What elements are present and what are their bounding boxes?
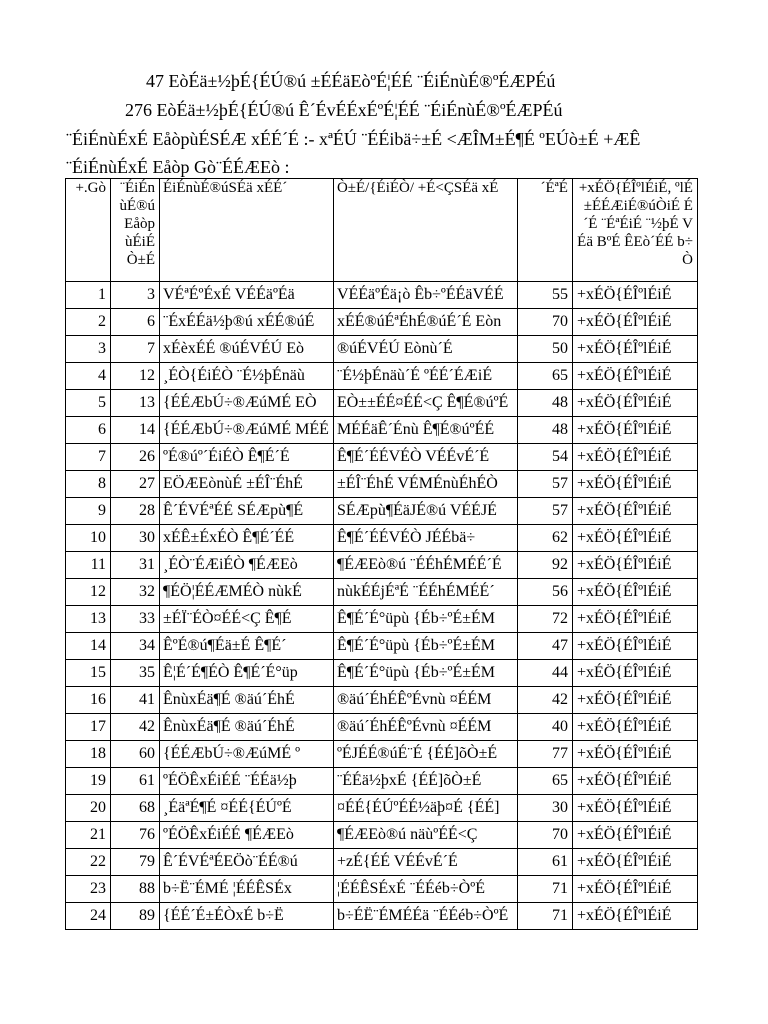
cell-serial: 11 (66, 552, 111, 579)
cell-serial: 23 (66, 876, 111, 903)
cell-status: +xÉÖ{ÉÎºlÉiÉ (572, 363, 697, 390)
cell-serial: 6 (66, 417, 111, 444)
cell-age: 72 (517, 606, 572, 633)
cell-name: ÊnùxÉä¶É ®äú´ÉhÉ (160, 687, 334, 714)
voter-table (65, 178, 698, 930)
cell-relative: Ê¶É´É°üpù {Éb÷ºÉ±ÉM (333, 660, 517, 687)
cell-status: +xÉÖ{ÉÎºlÉiÉ (572, 444, 697, 471)
table-row (66, 768, 698, 795)
cell-age: 30 (517, 795, 572, 822)
cell-age: 48 (517, 417, 572, 444)
cell-number: 34 (111, 633, 160, 660)
cell-number: 12 (111, 363, 160, 390)
cell-serial: 7 (66, 444, 111, 471)
table-row (66, 579, 698, 606)
cell-relative: MÉÉäÊ´Énù Ê¶É®úºÉÉ (333, 417, 517, 444)
cell-serial: 8 (66, 471, 111, 498)
cell-serial: 4 (66, 363, 111, 390)
cell-age: 92 (517, 552, 572, 579)
cell-relative: ®äú´ÉhÉÊºÉvnù ¤ÉÉM (333, 714, 517, 741)
cell-age: 48 (517, 390, 572, 417)
cell-age: 61 (517, 849, 572, 876)
cell-serial: 14 (66, 633, 111, 660)
cell-name: ¸ÉäªÉ¶É ¤ÉÉ{ÉÚºÉ (160, 795, 334, 822)
title-line-2: 276 EòÉä±½þÉ{ÉÚ®ú Ê´ÉvÉÉxÉºÉ¦ÉÉ ¨ÉiÉnùÉ®ºÉÆPÉú (125, 100, 563, 120)
cell-status: +xÉÖ{ÉÎºlÉiÉ (572, 876, 697, 903)
cell-age: 50 (517, 336, 572, 363)
cell-age: 70 (517, 309, 572, 336)
cell-name: {ÉÉÆbÚ÷®ÆúMÉ º (160, 741, 334, 768)
cell-relative: ºÉJÉÉ®úÉ¨É {ÉÉ]õÒ±É (333, 741, 517, 768)
cell-number: 14 (111, 417, 160, 444)
table-row (66, 363, 698, 390)
cell-name: xÉèxÉÉ ®úÉVÉÚ Eò (160, 336, 334, 363)
cell-relative: ¦ÉÉÊSÉxÉ ¨ÉÉéb÷ÒºÉ (333, 876, 517, 903)
header-relative: Ò±É/{ÉiÉÒ/ +É<ÇSÉä xÉ (333, 179, 517, 282)
cell-number: 28 (111, 498, 160, 525)
cell-relative: ±ÉÎ¨ÉhÉ VÉMÉnùÉhÉÒ (333, 471, 517, 498)
cell-serial: 2 (66, 309, 111, 336)
cell-number: 30 (111, 525, 160, 552)
cell-relative: xÉÉ®úÉªÉhÉ®úÉ´É Eòn (333, 309, 517, 336)
cell-age: 57 (517, 471, 572, 498)
cell-age: 44 (517, 660, 572, 687)
cell-status: +xÉÖ{ÉÎºlÉiÉ (572, 606, 697, 633)
cell-relative: ¨ÉÉä½þxÉ {ÉÉ]õÒ±É (333, 768, 517, 795)
cell-status: +xÉÖ{ÉÎºlÉiÉ (572, 309, 697, 336)
cell-status: +xÉÖ{ÉÎºlÉiÉ (572, 579, 697, 606)
header-number: ¨ÉiÉnùÉ®ú Eåòp ùÉiÉ Ò±É (111, 179, 160, 282)
cell-name: ºÉÖÊxÉiÉÉ ¨ÉÉä½þ (160, 768, 334, 795)
cell-serial: 17 (66, 714, 111, 741)
cell-name: ÊºÉ®ú¶Éä±É Ê¶É´ (160, 633, 334, 660)
cell-name: ¨ÉxÉÉä½þ®ú xÉÉ®úÉ (160, 309, 334, 336)
cell-number: 89 (111, 903, 160, 930)
cell-relative: ¶ÉÆEò®ú näùºÉÉ<Ç (333, 822, 517, 849)
cell-number: 27 (111, 471, 160, 498)
table-row (66, 714, 698, 741)
cell-relative: Ê¶É´ÉÉVÉÒ VÉÉvÉ´É (333, 444, 517, 471)
cell-relative: b÷ÉË¨ÉMÉÉä ¨ÉÉéb÷ÒºÉ (333, 903, 517, 930)
table-row (66, 498, 698, 525)
cell-status: +xÉÖ{ÉÎºlÉiÉ (572, 822, 697, 849)
cell-relative: nùkÉÉjÉªÉ ¨ÉÉhÉMÉÉ´ (333, 579, 517, 606)
cell-relative: +zÉ{ÉÉ VÉÉvÉ´É (333, 849, 517, 876)
table-row (66, 822, 698, 849)
cell-serial: 12 (66, 579, 111, 606)
table-row (66, 471, 698, 498)
cell-serial: 20 (66, 795, 111, 822)
table-row (66, 444, 698, 471)
table-row (66, 903, 698, 930)
table-row (66, 795, 698, 822)
cell-status: +xÉÖ{ÉÎºlÉiÉ (572, 336, 697, 363)
cell-name: ÊnùxÉä¶É ®äú´ÉhÉ (160, 714, 334, 741)
cell-relative: ¤ÉÉ{ÉÚºÉÉ½äþ¤É {ÉÉ] (333, 795, 517, 822)
cell-number: 76 (111, 822, 160, 849)
table-row (66, 390, 698, 417)
cell-serial: 15 (66, 660, 111, 687)
header-serial: +.Gò (66, 179, 111, 282)
cell-age: 77 (517, 741, 572, 768)
cell-number: 41 (111, 687, 160, 714)
cell-relative: ¶ÉÆEò®ú ¨ÉÉhÉMÉÉ´É (333, 552, 517, 579)
cell-number: 32 (111, 579, 160, 606)
cell-name: {ÉÉ´É±ÉÒxÉ b÷Ë (160, 903, 334, 930)
cell-number: 35 (111, 660, 160, 687)
cell-relative: ¨É½þÉnäù´É ºÉÉ´ÉÆiÉ (333, 363, 517, 390)
cell-relative: Ê¶É´ÉÉVÉÒ JÉÉbä÷ (333, 525, 517, 552)
cell-number: 31 (111, 552, 160, 579)
table-row (66, 606, 698, 633)
cell-age: 54 (517, 444, 572, 471)
cell-number: 3 (111, 282, 160, 309)
cell-status: +xÉÖ{ÉÎºlÉiÉ (572, 525, 697, 552)
cell-status: +xÉÖ{ÉÎºlÉiÉ (572, 741, 697, 768)
cell-relative: ®úÉVÉÚ Eònù´É (333, 336, 517, 363)
cell-status: +xÉÖ{ÉÎºlÉiÉ (572, 714, 697, 741)
header-age: ´ÉªÉ (517, 179, 572, 282)
cell-name: Ê¦É´É¶ÉÒ Ê¶É´É°üp (160, 660, 334, 687)
cell-name: {ÉÉÆbÚ÷®ÆúMÉ EÒ (160, 390, 334, 417)
cell-serial: 1 (66, 282, 111, 309)
header-status: +xÉÖ{ÉÎºlÉiÉ, ºlÉ±ÉÉÆiÉ®úÒiÉ É ´É ¨ÉªÉiÉ ¨½þÉ VÉä BºÉ ÊEò´ÉÉ b÷Ò (572, 179, 697, 282)
cell-name: {ÉÉÆbÚ÷®ÆúMÉ MÉÉ (160, 417, 334, 444)
cell-name: b÷Ë¨ÉMÉ ¦ÉÉÊSÉx (160, 876, 334, 903)
cell-serial: 24 (66, 903, 111, 930)
cell-age: 71 (517, 903, 572, 930)
cell-age: 55 (517, 282, 572, 309)
cell-relative: SÉÆpù¶ÉäJÉ®ú VÉÉJÉ (333, 498, 517, 525)
cell-serial: 13 (66, 606, 111, 633)
cell-number: 61 (111, 768, 160, 795)
cell-status: +xÉÖ{ÉÎºlÉiÉ (572, 660, 697, 687)
table-row (66, 336, 698, 363)
table-row (66, 660, 698, 687)
cell-relative: VÉÉäºÉä¡ò Êb÷ºÉÉäVÉÉ (333, 282, 517, 309)
cell-age: 47 (517, 633, 572, 660)
polling-station-name: ¨ÉiÉnùÉxÉ EåòpùÉSÉÆ xÉÉ´É :- xªÉÚ ¨ÉÉibä÷±É <ÆÎM±É¶É ºEÚò±É +ÆÊ (66, 129, 641, 149)
cell-name: VÉªÉºÉxÉ VÉÉäºÉä (160, 282, 334, 309)
cell-status: +xÉÖ{ÉÎºlÉiÉ (572, 552, 697, 579)
cell-serial: 10 (66, 525, 111, 552)
cell-name: ¶ÉÖ¦ÉÉÆMÉÒ nùkÉ (160, 579, 334, 606)
cell-serial: 9 (66, 498, 111, 525)
cell-number: 13 (111, 390, 160, 417)
cell-age: 65 (517, 768, 572, 795)
cell-status: +xÉÖ{ÉÎºlÉiÉ (572, 795, 697, 822)
cell-status: +xÉÖ{ÉÎºlÉiÉ (572, 282, 697, 309)
cell-relative: Ê¶É´É°üpù {Éb÷ºÉ±ÉM (333, 633, 517, 660)
cell-name: ¸ÉÒ¨ÉÆiÉÒ ¶ÉÆEò (160, 552, 334, 579)
cell-serial: 5 (66, 390, 111, 417)
table-row (66, 849, 698, 876)
cell-serial: 18 (66, 741, 111, 768)
cell-age: 42 (517, 687, 572, 714)
cell-status: +xÉÖ{ÉÎºlÉiÉ (572, 498, 697, 525)
polling-station-number: ¨ÉiÉnùÉxÉ Eåòp Gò¨ÉÉÆEò : (66, 157, 290, 177)
cell-status: +xÉÖ{ÉÎºlÉiÉ (572, 471, 697, 498)
header-name: ÉiÉnùÉ®úSÉä xÉÉ´ (160, 179, 334, 282)
cell-name: ¸ÉÒ{ÉiÉÒ ¨É½þÉnäù (160, 363, 334, 390)
cell-status: +xÉÖ{ÉÎºlÉiÉ (572, 687, 697, 714)
table-row (66, 309, 698, 336)
title-line-1: 47 EòÉä±½þÉ{ÉÚ®ú ±ÉÉäEòºÉ¦ÉÉ ¨ÉiÉnùÉ®ºÉÆPÉú (146, 71, 556, 91)
cell-age: 57 (517, 498, 572, 525)
cell-name: xÉÊ±ÉxÉÒ Ê¶É´ÉÉ (160, 525, 334, 552)
table-row (66, 282, 698, 309)
cell-serial: 22 (66, 849, 111, 876)
cell-age: 70 (517, 822, 572, 849)
cell-number: 33 (111, 606, 160, 633)
cell-number: 88 (111, 876, 160, 903)
cell-name: EÖÆEònùÉ ±ÉÎ¨ÉhÉ (160, 471, 334, 498)
cell-number: 6 (111, 309, 160, 336)
cell-status: +xÉÖ{ÉÎºlÉiÉ (572, 633, 697, 660)
table-row (66, 633, 698, 660)
cell-number: 79 (111, 849, 160, 876)
cell-number: 60 (111, 741, 160, 768)
cell-number: 26 (111, 444, 160, 471)
cell-status: +xÉÖ{ÉÎºlÉiÉ (572, 849, 697, 876)
cell-name: Ê´ÉVÉªÉEÖò¨ÉÉ®ú (160, 849, 334, 876)
cell-number: 68 (111, 795, 160, 822)
table-row (66, 741, 698, 768)
cell-name: Ê´ÉVÉªÉÉ SÉÆpù¶É (160, 498, 334, 525)
cell-status: +xÉÖ{ÉÎºlÉiÉ (572, 768, 697, 795)
table-row (66, 876, 698, 903)
cell-relative: EÒ±±ÉÉ¤ÉÉ<Ç Ê¶É®úºÉ (333, 390, 517, 417)
cell-age: 65 (517, 363, 572, 390)
cell-age: 71 (517, 876, 572, 903)
cell-serial: 3 (66, 336, 111, 363)
table-header-row (66, 179, 698, 282)
cell-name: ºÉÖÊxÉiÉÉ ¶ÉÆEò (160, 822, 334, 849)
table-row (66, 417, 698, 444)
table-row (66, 687, 698, 714)
table-row (66, 525, 698, 552)
cell-age: 40 (517, 714, 572, 741)
cell-name: ºÉ®úº´ÉiÉÒ Ê¶É´É (160, 444, 334, 471)
cell-age: 62 (517, 525, 572, 552)
cell-relative: ®äú´ÉhÉÊºÉvnù ¤ÉÉM (333, 687, 517, 714)
cell-relative: Ê¶É´É°üpù {Éb÷ºÉ±ÉM (333, 606, 517, 633)
cell-number: 42 (111, 714, 160, 741)
table-row (66, 552, 698, 579)
cell-serial: 21 (66, 822, 111, 849)
cell-status: +xÉÖ{ÉÎºlÉiÉ (572, 903, 697, 930)
cell-name: ±ÉÏ¨ÉÒ¤ÉÉ<Ç Ê¶É (160, 606, 334, 633)
cell-age: 56 (517, 579, 572, 606)
cell-serial: 19 (66, 768, 111, 795)
cell-status: +xÉÖ{ÉÎºlÉiÉ (572, 390, 697, 417)
cell-number: 7 (111, 336, 160, 363)
cell-status: +xÉÖ{ÉÎºlÉiÉ (572, 417, 697, 444)
cell-serial: 16 (66, 687, 111, 714)
